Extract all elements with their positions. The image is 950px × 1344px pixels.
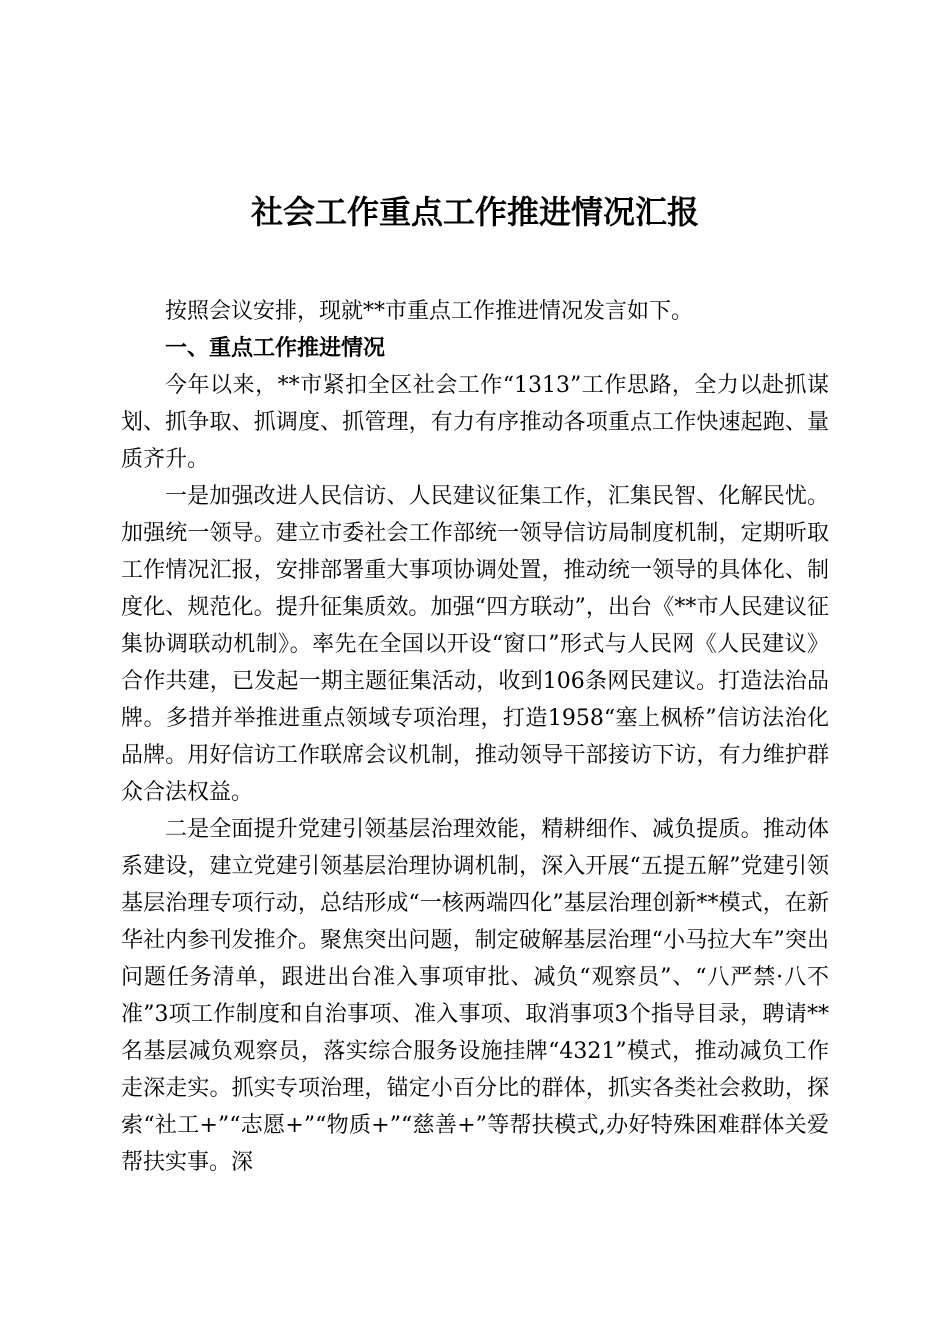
section-heading: 一、重点工作推进情况 xyxy=(165,336,386,361)
paragraph-petition-work: 一是加强改进人民信访、人民建议征集工作，汇集民智、化解民忧。加强统一领导。建立市委社会工作部统一领导信访局制度机制，定期听取工作情况汇报，安排部署重大事项协调处置，推动统一领导的具体化、制度化、规范化。提升征集质效。加强“四方联动”，出台《**市人民建议征集协调联动机制》。率先在全国以开设“窗口”形式与人民网《人民建议》合作共建，已发起一期主题征集活动，收到106条网民建议。打造法治品牌。多措并举推进重点领域专项治理，打造1958“塞上枫桥”信访法治化品牌。用好信访工作联席会议机制，推动领导干部接访下访，有力维护群众合法权益。 xyxy=(121,484,829,805)
paragraph-overview: 今年以来，**市紧扣全区社会工作“1313”工作思路，全力以赴抓谋划、抓争取、抓调度、抓管理，有力有序推动各项重点工作快速起跑、量质齐升。 xyxy=(121,373,829,472)
document-body xyxy=(121,293,829,1181)
intro-paragraph: 按照会议安排，现就**市重点工作推进情况发言如下。 xyxy=(165,299,694,324)
document-title: 社会工作重点工作推进情况汇报 xyxy=(250,193,699,231)
paragraph-grassroots-governance: 二是全面提升党建引领基层治理效能，精耕细作、减负提质。推动体系建设，建立党建引领基层治理协调机制，深入开展“五提五解”党建引领基层治理专项行动，总结形成“一核两端四化”基层治理创新**模式，在新华社内参刊发推介。聚焦突出问题，制定破解基层治理“小马拉大车”突出问题任务清单，跟进出台准入事项审批、减负“观察员”、“八严禁·八不准”3项工作制度和自治事项、准入事项、取消事项3个指导目录，聘请**名基层减负观察员，落实综合服务设施挂牌“4321”模式，推动减负工作走深走实。抓实专项治理，锚定小百分比的群体，抓实各类社会救助，探索“社工+”“志愿+”“物质+”“慈善+”等帮扶模式,办好特殊困难群体关爱帮扶实事。深 xyxy=(121,817,829,1175)
